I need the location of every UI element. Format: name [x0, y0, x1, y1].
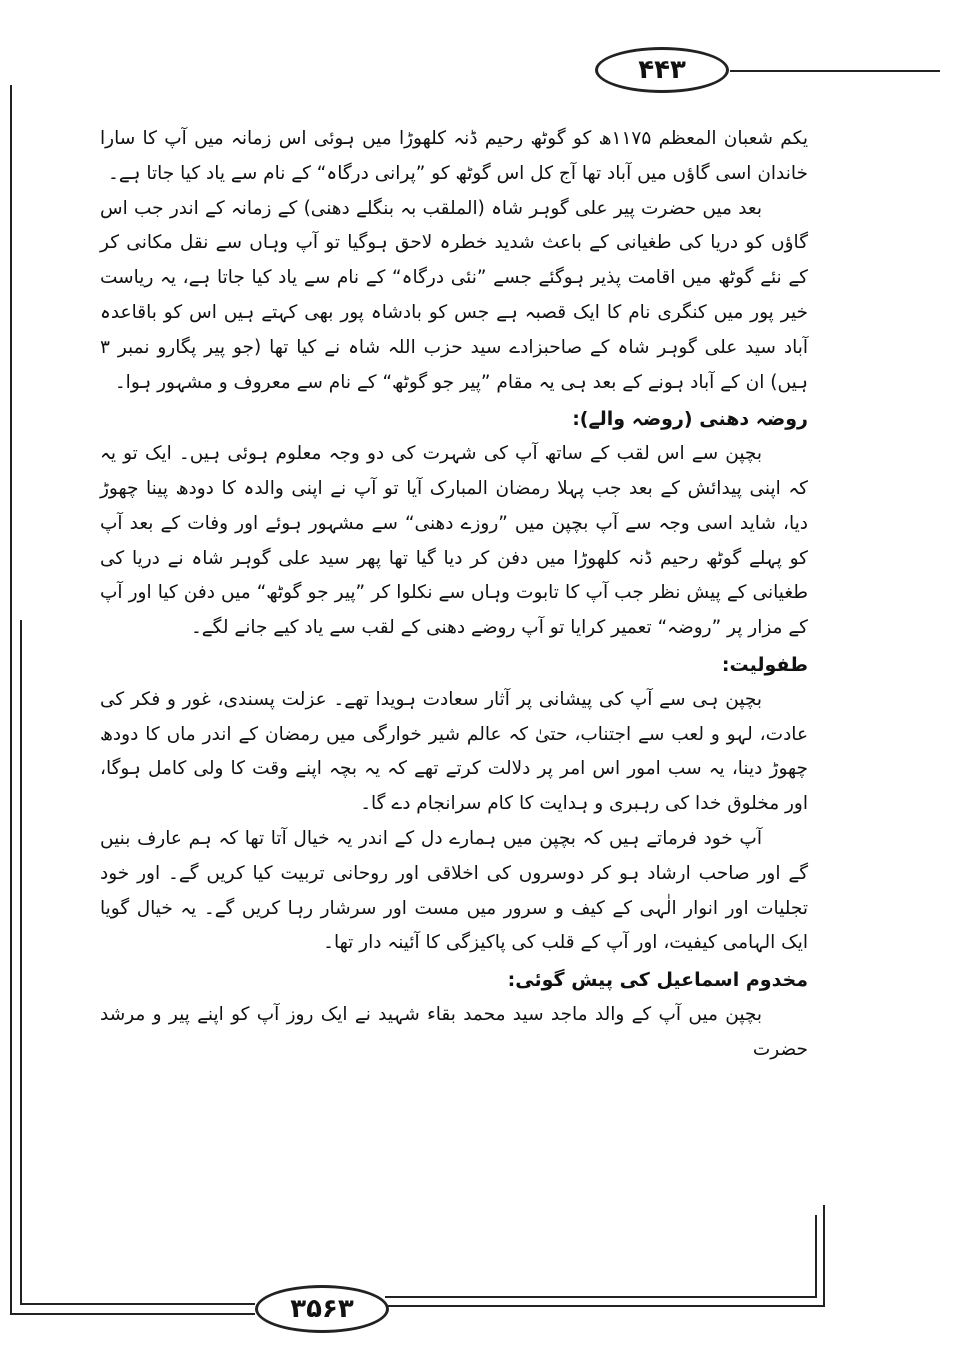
heading-childhood: طفولیت:	[721, 653, 808, 676]
paragraph-2: بعد میں حضرت پیر علی گوہر شاہ (الملقب بہ بنگلے دھنی) کے زمانہ کے اندر جب اس گاؤں کو دریا کی طغیانی کے باعث شدید خطرہ لاحق ہوگیا تو آپ وہاں سے نقل مکانی کر کے نئے گوٹھ میں اقامت پذیر ہوگئے جسے ”نئی درگاہ“ کے نام سے یاد کیا جاتا ہے، یہ ریاست خیر پور میں کنگری نام کا ایک قصبہ ہے جس کو بادشاہ پور بھی کہتے ہیں اس کو باقاعدہ آباد سید علی گوہر شاہ کے صاحبزادے سید حزب اللہ شاہ نے کیا تھا (جو پیر پگارو نمبر ۳ ہیں) ان کے آباد ہونے کے بعد ہی یہ مقام ”پیر جو گوٹھ“ کے نام سے معروف و مشہور ہوا۔	[100, 197, 808, 393]
frame-inner-left	[20, 620, 22, 1305]
footer-page-number: ۳۵۶۳	[255, 1285, 389, 1333]
frame-outer-left	[10, 85, 12, 1315]
frame-right-outer	[823, 1205, 825, 1307]
paragraph-1: یکم شعبان المعظم ۱۱۷۵ھ کو گوٹھ رحیم ڈنہ کلھوڑا میں ہوئی اس زمانہ میں آپ کا سارا خاندان اسی گاؤں میں آباد تھا آج کل اس گوٹھ کو ”پرانی درگاہ“ کے نام سے یاد کیا جاتا ہے۔	[100, 128, 808, 184]
paragraph-3: بچپن سے اس لقب کے ساتھ آپ کی شہرت کی دو وجہ معلوم ہوئی ہیں۔ ایک تو یہ کہ اپنی پیدائش کے بعد جب پہلا رمضان المبارک آیا تو آپ نے اپنی والدہ کا دودھ پینا چھوڑ دیا، شاید اسی وجہ سے آپ بچپن میں ”روزے دھنی“ سے مشہور ہوئے اور وفات کے بعد آپ کو پہلے گوٹھ رحیم ڈنہ کلھوڑا میں دفن کر دیا گیا تھا پھر سید علی گوہر شاہ نے دریا کی طغیانی کے پیش نظر جب آپ کا تابوت وہاں سے نکلوا کر ”پیر جو گوٹھ“ میں دفن کیا اور آپ کے مزار پر ”روضہ“ تعمیر کرایا تو آپ روضے دھنی کے لقب سے یاد کیے جانے لگے۔	[100, 443, 808, 639]
paragraph-6: بچپن میں آپ کے والد ماجد سید محمد بقاء شہید نے ایک روز آپ کو اپنے پیر و مرشد حضرت	[100, 1003, 808, 1060]
paragraph-5: آپ خود فرماتے ہیں کہ بچپن میں ہمارے دل کے اندر یہ خیال آتا تھا کہ ہم عارف بنیں گے اور صاحب ارشاد ہو کر دوسروں کی اخلاقی اور روحانی تربیت کیا کریں گے۔ اور خود تجلیات اور انوار الٰہی کے کیف و سرور میں مست اور سرشار رہا کریں گے۔ یہ خیال گویا ایک الہامی کیفیت، اور آپ کے قلب کی پاکیزگی کا آئینہ دار تھا۔	[100, 827, 808, 954]
frame-right-inner	[815, 1215, 817, 1298]
frame-bottom-outer	[10, 1313, 255, 1315]
header-page-number: ۴۴۳	[595, 47, 729, 93]
heading-prophecy: مخدوم اسماعیل کی پیش گوئی:	[507, 969, 808, 992]
frame-bottom-right-inner	[385, 1296, 817, 1298]
heading-rauza-dhani: روضہ دھنی (روضہ والے):	[572, 408, 808, 431]
frame-bottom-right-outer	[385, 1305, 825, 1307]
frame-top-line	[730, 70, 940, 72]
paragraph-4: بچپن ہی سے آپ کی پیشانی پر آثار سعادت ہویدا تھے۔ عزلت پسندی، غور و فکر کی عادت، لہو و لعب سے اجتناب، حتیٰ کہ عالم شیر خوارگی میں رمضان کے اندر ماں کا دودھ چھوڑ دینا، یہ سب امور اس امر پر دلالت کرتے تھے کہ یہ بچہ اپنے وقت کا ولی کامل ہوگا، اور مخلوق خدا کی رہبری و ہدایت کا کام سرانجام دے گا۔	[100, 688, 808, 815]
page-body	[100, 122, 808, 1220]
frame-bottom-inner	[20, 1303, 255, 1305]
